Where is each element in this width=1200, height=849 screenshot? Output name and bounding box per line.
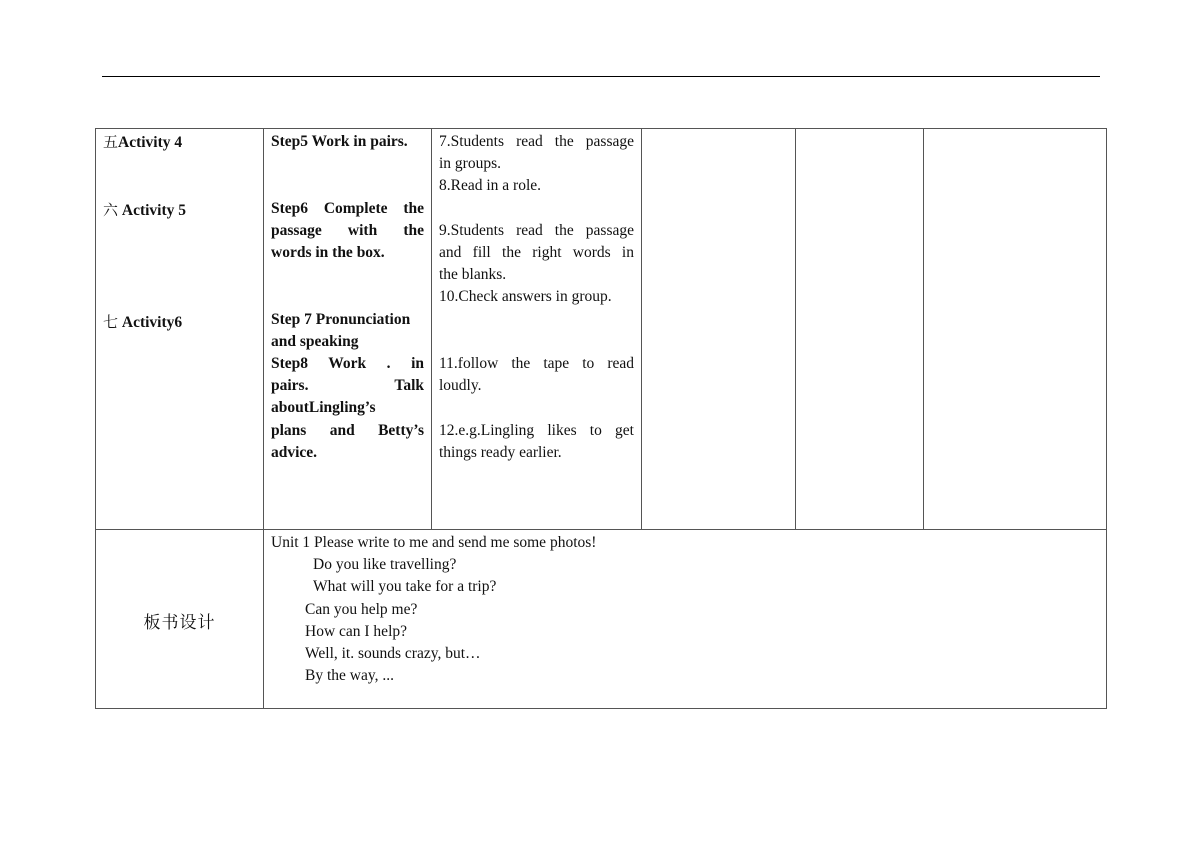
student-activities-cell	[432, 129, 642, 530]
activity-7-line2: in groups.	[439, 155, 501, 173]
board-content-cell	[264, 530, 1107, 709]
lesson-plan-table	[95, 128, 1107, 709]
header-rule	[102, 76, 1100, 77]
step8-line3: aboutLingling’s	[271, 399, 376, 417]
step8-line5: advice.	[271, 443, 318, 461]
activity-10: 10.Check answers in group.	[439, 288, 612, 306]
activity-11-line2: loudly.	[439, 377, 482, 395]
board-design-row	[96, 530, 1107, 709]
board-line-2: Do you like travelling?	[313, 556, 457, 574]
activity-5: 六 Activity 5	[103, 200, 187, 219]
step5: Step5 Work in pairs.	[271, 133, 408, 150]
board-line-5: How can I help?	[305, 622, 407, 640]
step8-line1: Step8 Work . in	[271, 355, 424, 372]
step8-line2: pairs. Talk	[271, 377, 424, 395]
step6-line1: Step6 Complete the	[271, 199, 424, 217]
board-title-cell	[96, 530, 264, 709]
board-line-4: Can you help me?	[305, 600, 418, 618]
activity-12-line2: things ready earlier.	[439, 443, 562, 461]
activity-12-line1: 12.e.g.Lingling likes to get	[439, 421, 634, 439]
board-line-1: Unit 1 Please write to me and send me some photos!	[271, 534, 597, 551]
activity-4: 五Activity 4	[103, 133, 183, 151]
board-title: 板书设计	[143, 613, 216, 633]
empty-cell-1	[642, 129, 796, 530]
teacher-steps-cell	[264, 129, 432, 530]
activity-9-line3: the blanks.	[439, 266, 507, 284]
step8-line4: plans and Betty’s	[271, 421, 424, 439]
step6-line3: words in the box.	[271, 244, 385, 261]
activity-6: 七 Activity6	[103, 312, 183, 331]
activities-row	[96, 129, 1107, 530]
step6-line2: passage with the	[271, 221, 424, 239]
board-line-7: By the way, ...	[305, 667, 394, 685]
activity-9-line2: and fill the right words in	[439, 244, 634, 261]
empty-cell-3	[924, 129, 1107, 530]
activity-7-line1: 7.Students read the passage	[439, 133, 634, 150]
step7-line1: Step 7 Pronunciation	[271, 310, 411, 328]
board-line-3: What will you take for a trip?	[313, 578, 497, 596]
empty-cell-2	[796, 129, 924, 530]
activity-8: 8.Read in a role.	[439, 177, 542, 195]
activity-9-line1: 9.Students read the passage	[439, 221, 634, 239]
activity-cell	[96, 129, 264, 530]
step7-line2: and speaking	[271, 332, 359, 350]
board-line-6: Well, it. sounds crazy, but…	[305, 645, 481, 663]
activity-11-line1: 11.follow the tape to read	[439, 355, 634, 372]
